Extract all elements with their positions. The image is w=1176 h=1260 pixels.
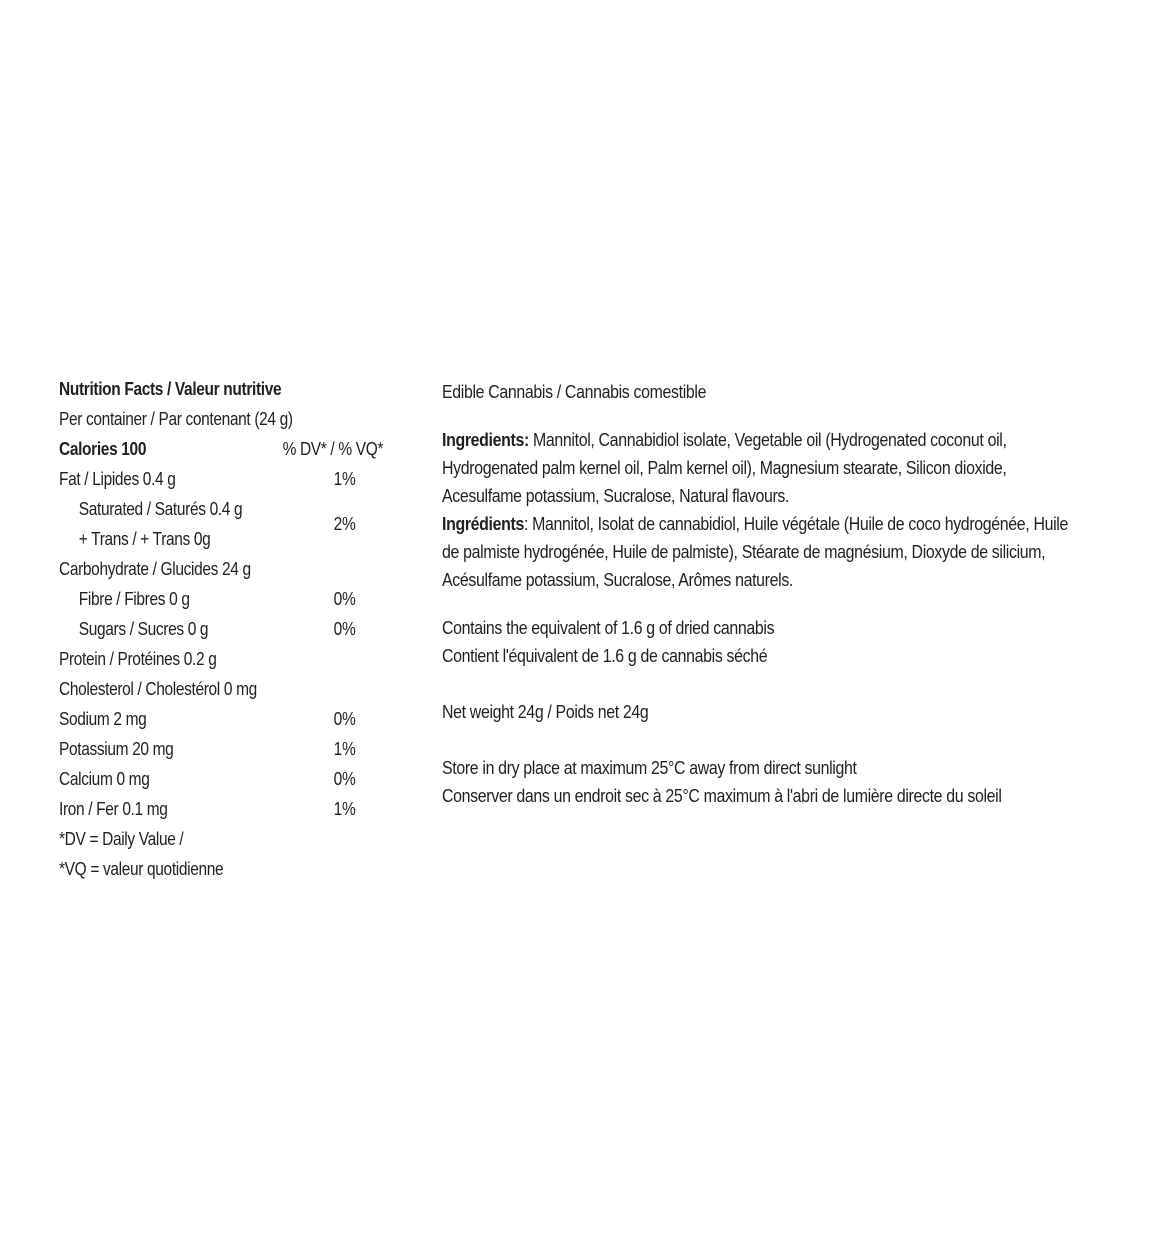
ingredients-en-label: Ingredients: <box>442 429 529 450</box>
footnote-dv: *DV = Daily Value / <box>59 829 184 849</box>
ingredients-en-text: Acesulfame potassium, Sucralose, Natural flavours. <box>442 485 790 506</box>
nutrient-label: Calcium 0 mg <box>59 769 150 789</box>
nutrient-label-trans: + Trans / + Trans 0g <box>78 529 211 549</box>
nutrition-facts-table <box>59 374 384 884</box>
nutrient-row-cholesterol <box>59 674 360 704</box>
nutrient-label: Potassium 20 mg <box>59 739 174 759</box>
nutrient-label: Fibre / Fibres 0 g <box>78 589 190 609</box>
footnote-row <box>59 854 360 884</box>
nutrient-dv: 1% <box>333 469 356 489</box>
nutrient-label: Sodium 2 mg <box>59 709 147 729</box>
nutrient-row-saturated-trans <box>59 494 360 554</box>
ingredients-en-text: Mannitol, Cannabidiol isolate, Vegetable oil (Hydrogenated coconut oil, <box>528 429 1007 450</box>
ingredients-en-line <box>442 426 1126 454</box>
nutrient-label: Sugars / Sucres 0 g <box>78 619 209 639</box>
nutrient-dv: 0% <box>333 619 356 639</box>
nutrient-dv: 0% <box>333 709 356 729</box>
nutrient-row-sodium <box>59 704 360 734</box>
ingredients-fr-text: de palmiste hydrogénée, Huile de palmiste), Stéarate de magnésium, Dioxyde de silicium, <box>442 541 1046 562</box>
product-info <box>442 378 1126 810</box>
nutrient-dv: 1% <box>333 739 356 759</box>
per-container-row <box>59 404 360 434</box>
nutrient-row-fibre <box>59 584 360 614</box>
storage-fr: Conserver dans un endroit sec à 25°C maximum à l'abri de lumière directe du soleil <box>442 785 1002 806</box>
nutrient-dv: 0% <box>333 769 356 789</box>
nutrition-title: Nutrition Facts / Valeur nutritive <box>59 379 282 399</box>
nutrient-label: Cholesterol / Cholestérol 0 mg <box>59 679 257 699</box>
nutrient-dv: 0% <box>333 589 356 609</box>
footnote-vq: *VQ = valeur quotidienne <box>59 859 224 879</box>
nutrient-label: Iron / Fer 0.1 mg <box>59 799 168 819</box>
storage-en: Store in dry place at maximum 25°C away from direct sunlight <box>442 757 857 778</box>
equivalent-fr: Contient l'équivalent de 1.6 g de cannabis séché <box>442 645 768 666</box>
nutrient-label: Saturated / Saturés 0.4 g <box>78 499 243 519</box>
nutrient-dv: 2% <box>333 514 356 534</box>
ingredients-fr-label: Ingrédients <box>442 513 524 534</box>
per-container: Per container / Par contenant (24 g) <box>59 409 293 429</box>
nutrient-label: Carbohydrate / Glucides 24 g <box>59 559 251 579</box>
nutrient-dv: 1% <box>333 799 356 819</box>
nutrient-label: Fat / Lipides 0.4 g <box>59 469 176 489</box>
ingredients-fr-line <box>442 510 1126 538</box>
nutrient-row-protein <box>59 644 360 674</box>
nutrient-row-sugars <box>59 614 360 644</box>
calories-row <box>59 434 384 464</box>
nutrient-row-calcium <box>59 764 360 794</box>
nutrient-label: Protein / Protéines 0.2 g <box>59 649 217 669</box>
dv-header: % DV* / % VQ* <box>282 439 384 459</box>
nutrient-row-iron <box>59 794 360 824</box>
ingredients-fr-text: : Mannitol, Isolat de cannabidiol, Huile végétale (Huile de coco hydrogénée, Huile <box>523 513 1068 534</box>
footnote-row <box>59 824 360 854</box>
nutrition-title-row <box>59 374 360 404</box>
nutrient-row-carbohydrate <box>59 554 360 584</box>
calories: Calories 100 <box>59 439 147 459</box>
nutrient-row-potassium <box>59 734 360 764</box>
nutrient-row-fat <box>59 464 360 494</box>
equivalent-en: Contains the equivalent of 1.6 g of dried cannabis <box>442 617 775 638</box>
product-type: Edible Cannabis / Cannabis comestible <box>442 381 707 402</box>
ingredients-fr-text: Acésulfame potassium, Sucralose, Arômes naturels. <box>442 569 794 590</box>
net-weight: Net weight 24g / Poids net 24g <box>442 701 649 722</box>
ingredients-en-text: Hydrogenated palm kernel oil, Palm kernel oil), Magnesium stearate, Silicon dioxide, <box>442 457 1007 478</box>
